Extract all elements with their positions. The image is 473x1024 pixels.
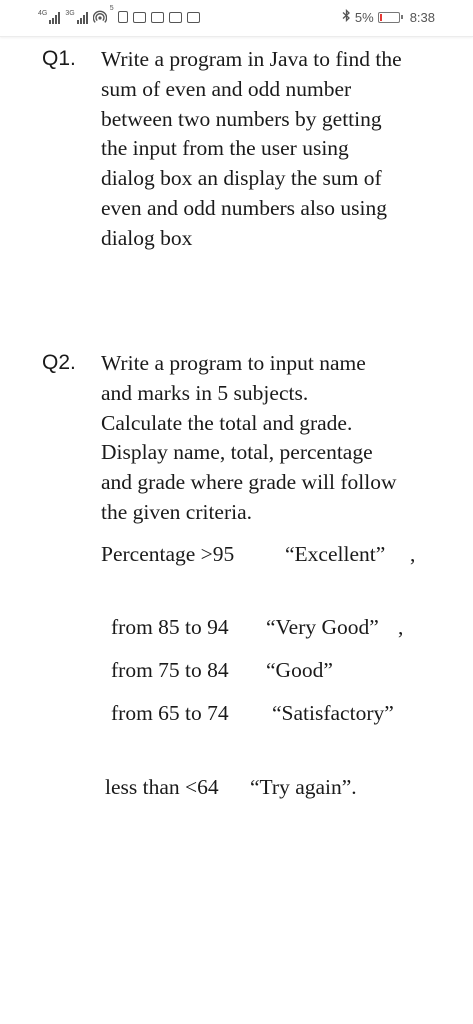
q1-line: dialog box bbox=[101, 225, 193, 250]
camera-icon bbox=[169, 12, 182, 23]
criteria-range: from 75 to 84 bbox=[111, 658, 229, 682]
criteria-range: less than <64 bbox=[105, 775, 219, 799]
q2-label: Q2. bbox=[42, 351, 76, 374]
q1-line: sum of even and odd number bbox=[101, 76, 352, 101]
criteria-grade: “Excellent” bbox=[285, 542, 386, 566]
q2-line: and grade where grade will follow bbox=[101, 470, 397, 495]
q1-line: dialog box an display the sum of bbox=[101, 166, 382, 191]
criteria-range: from 65 to 74 bbox=[111, 701, 229, 725]
criteria-grade: “Very Good” bbox=[266, 615, 379, 639]
hotspot-badge: 5 bbox=[109, 5, 114, 12]
bluetooth-icon bbox=[342, 9, 351, 25]
status-left bbox=[38, 5, 200, 25]
camera-icon-2 bbox=[187, 12, 200, 23]
status-bar bbox=[0, 0, 473, 37]
q2-line: Display name, total, percentage bbox=[101, 440, 373, 465]
q2-text bbox=[101, 349, 451, 528]
network-type-label: 3G bbox=[65, 10, 75, 17]
battery-fill bbox=[380, 14, 382, 21]
criteria-grade: “Good” bbox=[266, 658, 333, 682]
hotspot-icon bbox=[93, 5, 114, 24]
q2-line: Write a program to input name bbox=[101, 351, 366, 375]
battery-icon bbox=[378, 12, 400, 23]
q2-line: and marks in 5 subjects. bbox=[101, 380, 309, 405]
q1-label: Q1. bbox=[42, 47, 76, 70]
sim-icon bbox=[118, 11, 128, 23]
signal-3g-icon bbox=[65, 10, 87, 24]
criteria-grade: “Satisfactory” bbox=[272, 701, 394, 725]
clock: 8:38 bbox=[409, 9, 435, 25]
q1-line: the input from the user using bbox=[101, 136, 349, 161]
q1-line: Write a program in Java to find the bbox=[101, 47, 402, 71]
q1-line: even and odd numbers also using bbox=[101, 195, 388, 220]
criteria-grade: “Try again”. bbox=[250, 775, 357, 799]
signal-4g-icon bbox=[38, 10, 60, 24]
status-right bbox=[342, 9, 435, 25]
q2-line: the given criteria. bbox=[101, 499, 253, 524]
q1-line: between two numbers by getting bbox=[101, 106, 382, 131]
criteria-suffix: , bbox=[398, 615, 404, 639]
q2-line: Calculate the total and grade. bbox=[101, 410, 353, 435]
criteria-range: from 85 to 94 bbox=[111, 615, 229, 639]
battery-percent: 5% bbox=[354, 9, 374, 25]
notification-icon bbox=[133, 12, 146, 23]
criteria-suffix: , bbox=[410, 542, 416, 566]
network-type-label: 4G bbox=[38, 10, 48, 17]
q1-text bbox=[101, 45, 441, 254]
criteria-range: Percentage >95 bbox=[101, 542, 235, 566]
gallery-icon bbox=[151, 12, 164, 23]
